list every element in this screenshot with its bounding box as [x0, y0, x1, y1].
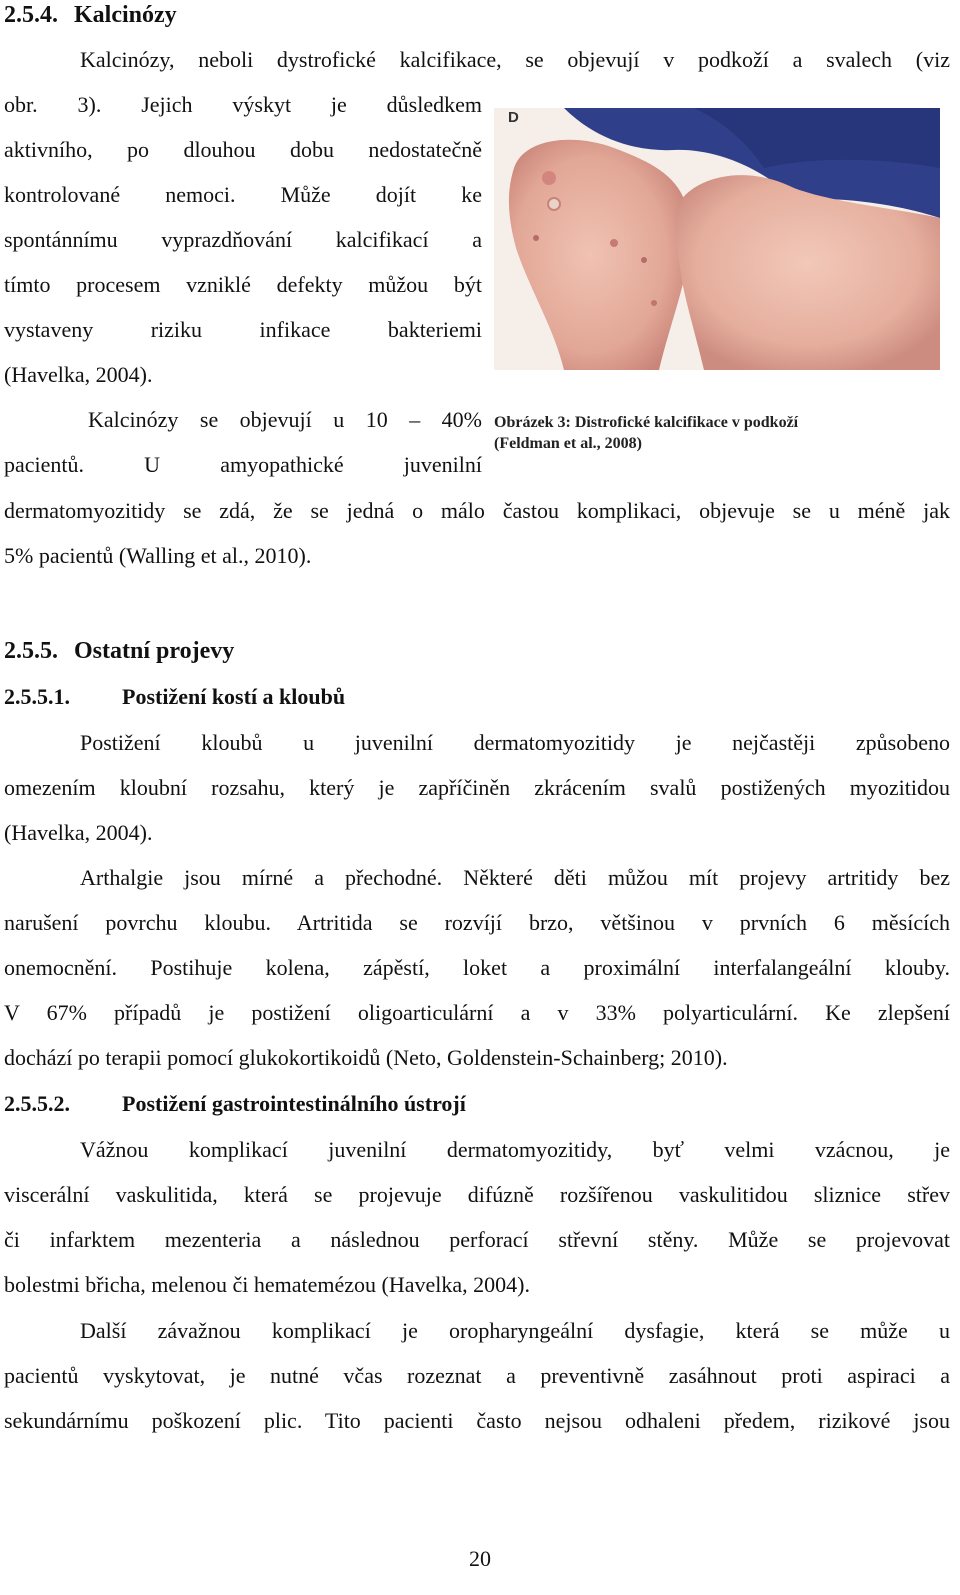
figure-knees-photo	[494, 108, 940, 370]
paragraph-line: (Havelka, 2004).	[4, 820, 153, 845]
paragraph-line: Kalcinózy, neboli dystrofické kalcifikace, se objevují v podkoží a svalech (viz	[80, 47, 950, 72]
paragraph-line: vystaveny riziku infikace bakteriemi	[4, 317, 482, 342]
subsection-number: 2.5.5.1.	[4, 684, 70, 709]
paragraph-line: Arthalgie jsou mírné a přechodné. Některé děti můžou mít projevy artritidy bez	[80, 865, 950, 890]
section-heading-ostatni	[4, 636, 234, 666]
paragraph-line: obr. 3). Jejich výskyt je důsledkem	[4, 92, 482, 117]
paragraph-line: 5% pacientů (Walling et al., 2010).	[4, 543, 312, 568]
figure-panel-letter: D	[508, 109, 519, 126]
subsection-title: Postižení gastrointestinálního ústrojí	[122, 1091, 466, 1116]
section-number: 2.5.4.	[4, 2, 58, 28]
subsection-heading-gastro	[4, 1089, 466, 1119]
paragraph-line: či infarktem mezenteria a následnou perforací střevní stěny. Může se projevovat	[4, 1227, 950, 1252]
paragraph-line: dermatomyozitidy se zdá, že se jedná o málo častou komplikaci, objevuje se u méně jak	[4, 498, 950, 523]
paragraph-line: Vážnou komplikací juvenilní dermatomyozitidy, byť velmi vzácnou, je	[80, 1137, 950, 1162]
paragraph-line: pacientů. U amyopathické juvenilní	[4, 452, 482, 477]
paragraph-line: viscerální vaskulitida, která se projevuje difúzně rozšířenou vaskulitidou sliznice střev	[4, 1182, 950, 1207]
paragraph-line: Postižení kloubů u juvenilní dermatomyozitidy je nejčastěji způsobeno	[80, 730, 950, 755]
paragraph-line: V 67% případů je postižení oligoarticulární a v 33% polyarticulární. Ke zlepšení	[4, 1000, 950, 1025]
paragraph-line: spontánnímu vyprazdňování kalcifikací a	[4, 227, 482, 252]
paragraph-line: pacientů vyskytovat, je nutné včas rozeznat a preventivně zasáhnout proti aspiraci a	[4, 1363, 950, 1388]
section-heading-kalcinozy	[4, 0, 177, 30]
paragraph-line: bolestmi břicha, melenou či hematemézou (Havelka, 2004).	[4, 1272, 530, 1297]
paragraph-line: sekundárnímu poškození plic. Tito pacienti často nejsou odhaleni předem, rizikové jsou	[4, 1408, 950, 1433]
section-number: 2.5.5.	[4, 638, 58, 664]
figure-caption	[494, 412, 940, 454]
figure-caption-line: Obrázek 3: Distrofické kalcifikace v podkoží	[494, 414, 799, 431]
paragraph-line: dochází po terapii pomocí glukokortikoidů (Neto, Goldenstein-Schainberg; 2010).	[4, 1045, 728, 1070]
paragraph-line: (Havelka, 2004).	[4, 362, 153, 387]
paragraph-line: onemocnění. Postihuje kolena, zápěstí, loket a proximální interfalangeální klouby.	[4, 955, 950, 980]
paragraph-line: Další závažnou komplikací je oropharyngeální dysfagie, která se může u	[80, 1318, 950, 1343]
knees-illustration	[494, 108, 940, 370]
section-title: Ostatní projevy	[74, 638, 235, 664]
paragraph-line: kontrolované nemoci. Může dojít ke	[4, 182, 482, 207]
subsection-title: Postižení kostí a kloubů	[122, 684, 346, 709]
subsection-number: 2.5.5.2.	[4, 1091, 70, 1116]
subsection-heading-kosti	[4, 682, 345, 712]
paragraph-line: tímto procesem vzniklé defekty můžou být	[4, 272, 482, 297]
paragraph-line: narušení povrchu kloubu. Artritida se rozvíjí brzo, většinou v prvních 6 měsících	[4, 910, 950, 935]
figure-caption-source: (Feldman et al., 2008)	[494, 435, 642, 452]
section-title: Kalcinózy	[74, 2, 177, 28]
paragraph-line: omezením kloubní rozsahu, který je zapříčiněn zkrácením svalů postižených myozitidou	[4, 775, 950, 800]
paragraph-line: Kalcinózy se objevují u 10 – 40%	[88, 407, 482, 432]
page-number: 20	[469, 1546, 491, 1571]
paragraph-line: aktivního, po dlouhou dobu nedostatečně	[4, 137, 482, 162]
